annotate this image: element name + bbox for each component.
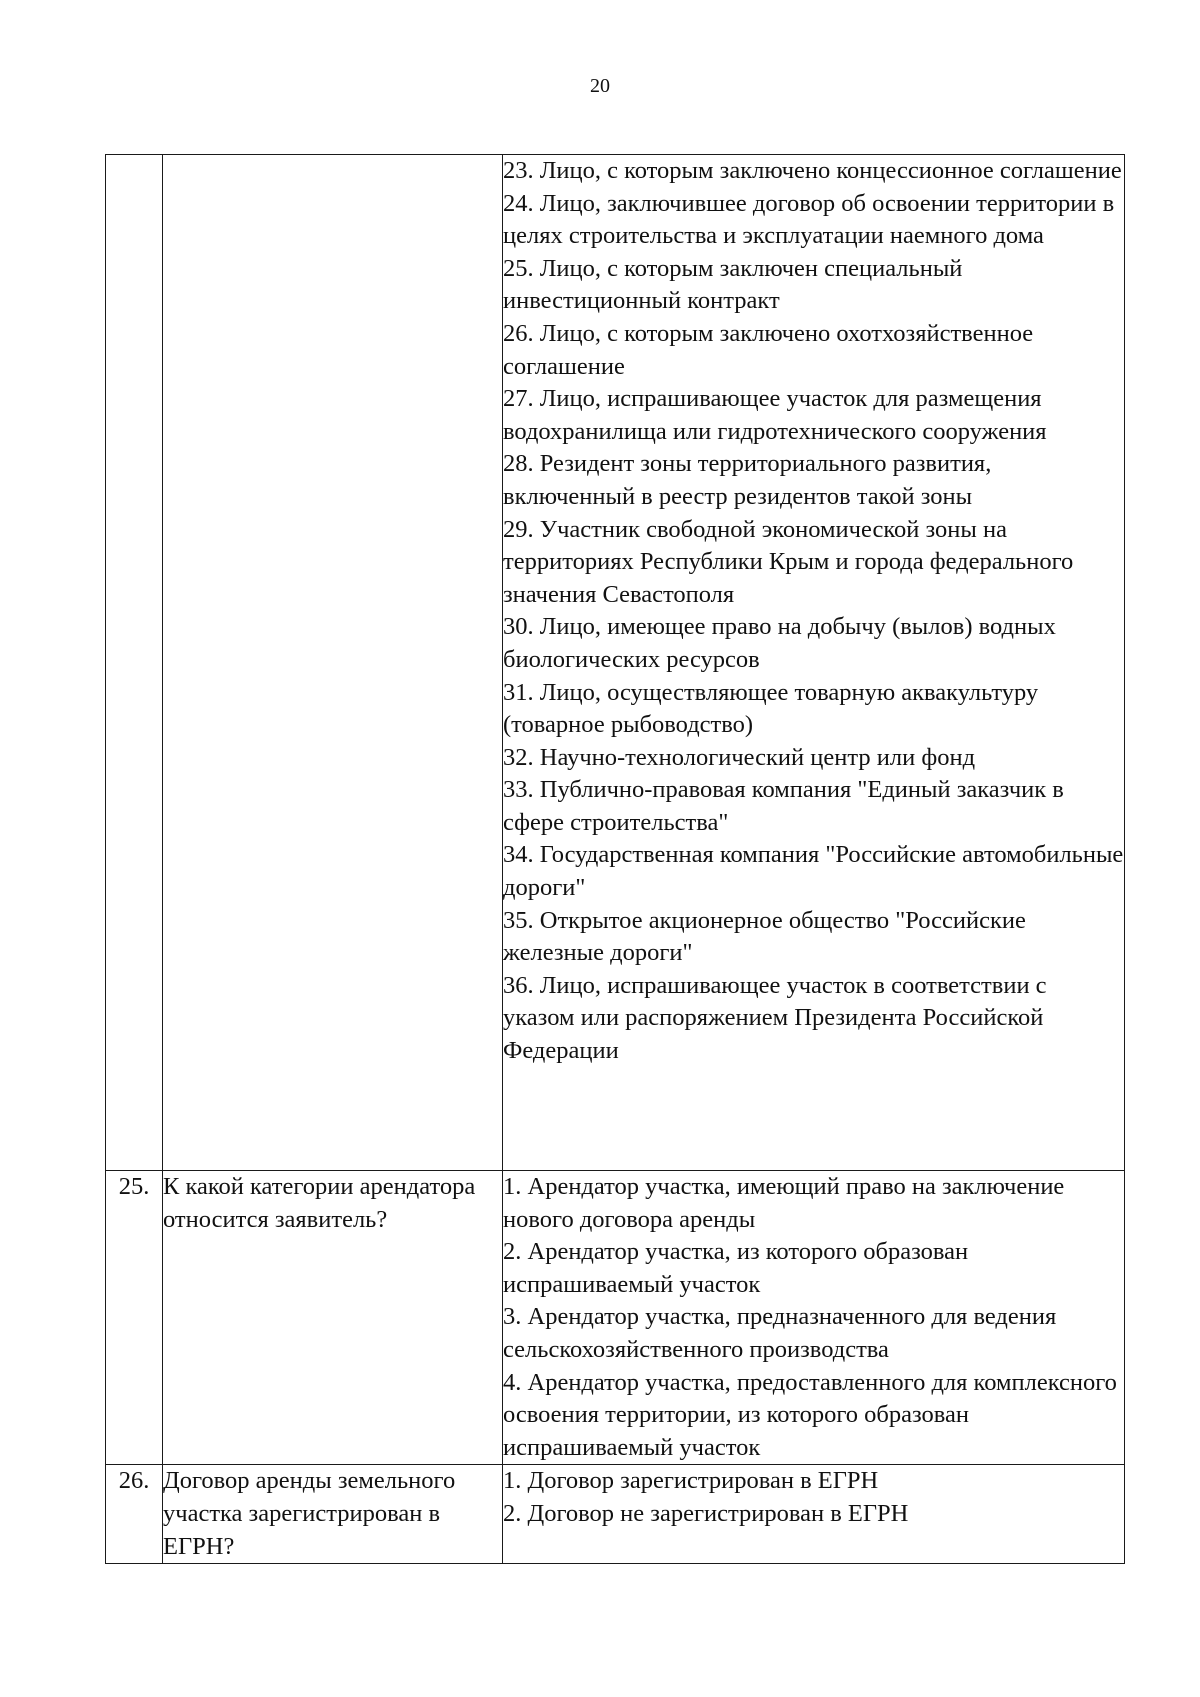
answer-option: 28. Резидент зоны территориального развития, включенный в реестр резидентов такой зоны xyxy=(503,450,992,510)
table-row xyxy=(106,1171,1125,1465)
answer-option: 24. Лицо, заключившее договор об освоении территории в целях строительства и эксплуатации наемного дома xyxy=(503,189,1115,250)
answer-options-cell xyxy=(503,1171,1125,1465)
answer-option: 30. Лицо, имеющее право на добычу (вылов) водных биологических ресурсов xyxy=(503,613,1056,673)
answer-option: 3. Арендатор участка, предназначенного для ведения сельскохозяйственного производства xyxy=(503,1303,1057,1363)
answer-option: 36. Лицо, испрашивающее участок в соответствии с указом или распоряжением Президента Российской Федерации xyxy=(503,971,1047,1065)
answer-option: 33. Публично-правовая компания "Единый заказчик в сфере строительства" xyxy=(503,776,1064,836)
answer-options-cell xyxy=(503,1465,1125,1564)
question-cell xyxy=(163,155,503,1171)
row-number-cell: 26. xyxy=(106,1465,163,1564)
table-row xyxy=(106,1465,1125,1564)
answer-option: 27. Лицо, испрашивающее участок для размещения водохранилища или гидротехнического сооружения xyxy=(503,385,1047,445)
answer-option: 2. Арендатор участка, из которого образован испрашиваемый участок xyxy=(503,1238,969,1298)
answer-option: 4. Арендатор участка, предоставленного для комплексного освоения территории, из которого образован испрашиваемый участок xyxy=(503,1368,1117,1461)
answer-option: 31. Лицо, осуществляющее товарную аквакультуру (товарное рыбоводство) xyxy=(503,678,1039,739)
answer-option: 25. Лицо, с которым заключен специальный инвестиционный контракт xyxy=(503,254,963,315)
question-cell: К какой категории арендатора относится заявитель? xyxy=(163,1171,503,1465)
answer-option: 1. Арендатор участка, имеющий право на заключение нового договора аренды xyxy=(503,1173,1065,1233)
answer-option: 2. Договор не зарегистрирован в ЕГРН xyxy=(503,1499,909,1527)
row-number-cell: 25. xyxy=(106,1171,163,1465)
answer-option: 32. Научно-технологический центр или фонд xyxy=(503,743,976,771)
answer-option: 35. Открытое акционерное общество "Российские железные дороги" xyxy=(503,906,1026,967)
answer-option: 1. Договор зарегистрирован в ЕГРН xyxy=(503,1467,879,1495)
answer-option: 26. Лицо, с которым заключено охотхозяйственное соглашение xyxy=(503,319,1034,380)
answer-option: 29. Участник свободной экономической зоны на территориях Республики Крым и города федерального значения Севастополя xyxy=(503,515,1074,608)
answer-option: 23. Лицо, с которым заключено концессионное соглашение xyxy=(503,157,1122,184)
page-number: 20 xyxy=(590,75,610,97)
answer-option: 34. Государственная компания "Российские автомобильные дороги" xyxy=(503,841,1124,902)
questionnaire-table xyxy=(105,154,1125,1564)
row-number-cell xyxy=(106,155,163,1171)
answer-options-cell xyxy=(503,155,1125,1171)
table-row xyxy=(106,155,1125,1171)
question-cell: Договор аренды земельного участка зарегистрирован в ЕГРН? xyxy=(163,1465,503,1564)
